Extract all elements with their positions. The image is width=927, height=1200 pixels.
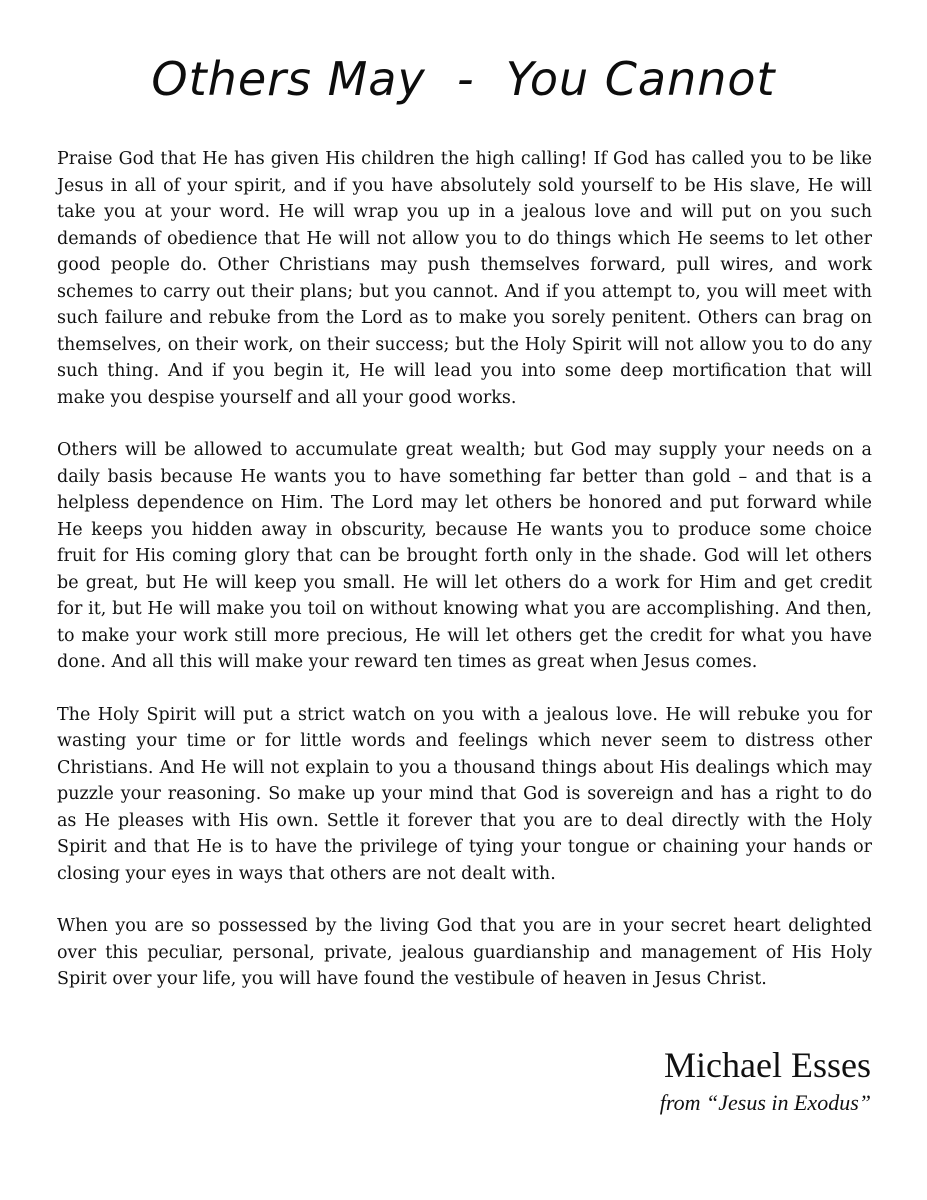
paragraph-4: When you are so possessed by the living God that you are in your secret heart delighted over this peculiar, personal, private, jealous guardianship and management of His Holy Spirit over your life, you will have found the vestibule of heaven in Jesus Christ. [57, 916, 872, 989]
paragraph-2: Others will be allowed to accumulate great wealth; but God may supply your needs on a daily basis because He wants you to have something far better than gold – and that is a helpless dependence on Him. The Lord may let others be honored and put forward while He keeps you hidden away in obscurity, because He wants you to produce some choice fruit for His coming glory that can be brought forth only in the shade. God will let others be great, but He will keep you small. He will let others do a work for Him and get credit for it, but He will make you toil on without knowing what you are accomplishing. And then, to make your work still more precious, He will let others get the credit for what you have done. And all this will make your reward ten times as great when Jesus comes. [57, 440, 872, 672]
paragraph-3: The Holy Spirit will put a strict watch on you with a jealous love. He will rebuke you for wasting your time or for little words and feelings which never seem to distress other Christians. And He will not explain to you a thousand things about His dealings which may puzzle your reasoning. So make up your mind that God is sovereign and has a right to do as He pleases with His own. Settle it forever that you are to deal directly with the Holy Spirit and that He is to have the privilege of tying your tongue or chaining your hands or closing your eyes in ways that others are not dealt with. [57, 704, 872, 884]
document-title: Others May - You Cannot [151, 52, 776, 106]
paragraph-1: Praise God that He has given His children the high calling! If God has called you to be like Jesus in all of your spirit, and if you have absolutely sold yourself to be His slave, He will take you at your word. He will wrap you up in a jealous love and will put on you such demands of obedience that He will not allow you to do things which He seems to let other good people do. Other Christians may push themselves forward, pull wires, and work schemes to carry out their plans; but you cannot. And if you attempt to, you will meet with such failure and rebuke from the Lord as to make you sorely penitent. Others can brag on themselves, on their work, on their success; but the Holy Spirit will not allow you to do any such thing. And if you begin it, He will lead you into some deep mortification that will make you despise yourself and all your good works. [57, 149, 872, 408]
author-name: Michael Esses [664, 1045, 871, 1085]
source-citation: from “Jesus in Exodus” [659, 1090, 871, 1115]
document-body [57, 146, 872, 1019]
